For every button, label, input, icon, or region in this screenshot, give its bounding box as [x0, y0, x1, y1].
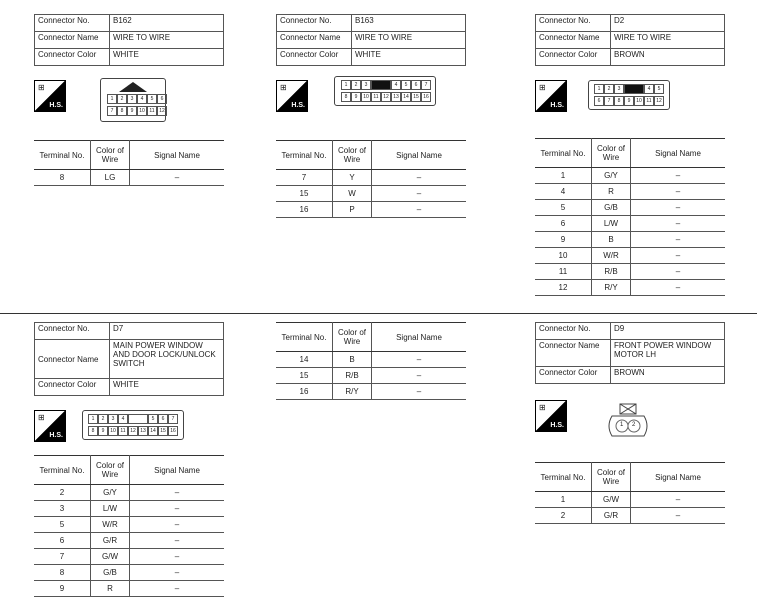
- connector-name: MAIN POWER WINDOW AND DOOR LOCK/UNLOCK SWITCH: [110, 340, 224, 379]
- connector-name: WIRE TO WIRE: [110, 32, 224, 49]
- b162-terminal-table: [34, 140, 224, 186]
- b163-terminal-table: Terminal No. Color of Wire Signal Name 7 Y – 15 W – 16 P –: [276, 140, 466, 218]
- table-row: 5 G/B –: [535, 200, 725, 216]
- pin: 1: [107, 94, 117, 104]
- connector-no: D9: [611, 323, 725, 340]
- label: Connector Color: [277, 49, 352, 66]
- pin-row-top: [107, 94, 167, 104]
- pin-label: 1: [620, 422, 624, 428]
- connector-name: FRONT POWER WINDOW MOTOR LH: [611, 340, 725, 367]
- pin-row-bottom: 8 9 10 11 12 13 14 15 16: [341, 92, 431, 102]
- key-slot: [128, 414, 148, 424]
- d2-info-table: Connector No. D2 Connector Name WIRE TO WIRE Connector Color BROWN: [535, 14, 725, 66]
- label: Connector Color: [35, 49, 110, 66]
- pin-row-top: 1 2 3 4 5 6 7: [341, 80, 431, 90]
- connector-color: WHITE: [352, 49, 466, 66]
- table-row: 2 G/Y –: [34, 485, 224, 501]
- connector-d2-diagram: 1 2 3 4 5 6 7 8 9 10 11 12: [588, 80, 670, 110]
- d7-info-table: Connector No. D7 Connector Name MAIN POWER WINDOW AND DOOR LOCK/UNLOCK SWITCH Connector Color WHITE: [34, 322, 224, 396]
- table-row: 8 LG –: [34, 170, 224, 186]
- pin-label: 2: [632, 422, 636, 428]
- table-row: 16 R/Y –: [276, 384, 466, 400]
- table-row: 7 Y –: [276, 170, 466, 186]
- table-row: 4 R –: [535, 184, 725, 200]
- harness-side-icon: ⊞ H.S.: [535, 400, 567, 432]
- d9-info-table: Connector No. D9 Connector Name FRONT POWER WINDOW MOTOR LH Connector Color BROWN: [535, 322, 725, 384]
- pin: 5: [147, 94, 157, 104]
- d7-terminal-table-continued: Terminal No. Color of Wire Signal Name 14 B – 15 R/B – 16 R/Y –: [276, 322, 466, 400]
- col-header: Signal Name: [130, 141, 225, 170]
- pin: 3: [127, 94, 137, 104]
- harness-side-icon: ⊞ H.S.: [276, 80, 308, 112]
- connector-no: B162: [110, 15, 224, 32]
- pin: 9: [127, 106, 137, 116]
- connector-color: WHITE: [110, 379, 224, 396]
- table-row: 2 G/R –: [535, 508, 725, 524]
- pin: 8: [117, 106, 127, 116]
- table-row: 10 W/R –: [535, 248, 725, 264]
- connector-b162-diagram: [100, 78, 166, 122]
- label: Connector No.: [35, 15, 110, 32]
- connector-color: BROWN: [611, 367, 725, 384]
- connector-name: WIRE TO WIRE: [352, 32, 466, 49]
- connector-no: B163: [352, 15, 466, 32]
- pin: 11: [147, 106, 157, 116]
- connector-latch-icon: [101, 79, 165, 93]
- label: Connector No.: [277, 15, 352, 32]
- col-header: Terminal No.: [34, 141, 91, 170]
- pin: 6: [157, 94, 167, 104]
- key-block: [624, 84, 644, 94]
- table-row: 11 R/B –: [535, 264, 725, 280]
- connector-color: BROWN: [611, 49, 725, 66]
- connector-b163-diagram: [334, 76, 436, 106]
- harness-side-icon: ⊞ H.S.: [34, 410, 66, 442]
- table-row: 8 G/B –: [34, 565, 224, 581]
- pin: 2: [117, 94, 127, 104]
- b163-info-table: [276, 14, 466, 66]
- table-row: 12 R/Y –: [535, 280, 725, 296]
- pin-row-bottom: [107, 106, 167, 116]
- connector-shell-icon: [604, 402, 652, 438]
- pin: 12: [157, 106, 167, 116]
- key-block: [371, 80, 391, 90]
- table-row: 9 R –: [34, 581, 224, 597]
- col-header: Color of Wire: [91, 141, 130, 170]
- d2-terminal-table: Terminal No. Color of Wire Signal Name 1 G/Y – 4 R – 5 G/B – 6 L/W – 9 B – 10 W/R – 11 R/B – 12 R/Y –: [535, 138, 725, 296]
- table-row: 6 L/W –: [535, 216, 725, 232]
- harness-side-icon: ⊞ H.S.: [535, 80, 567, 112]
- table-row: 7 G/W –: [34, 549, 224, 565]
- pin: 4: [137, 94, 147, 104]
- table-row: 1 G/Y –: [535, 168, 725, 184]
- pin: 10: [137, 106, 147, 116]
- section-divider: [0, 313, 757, 314]
- harness-side-icon: ⊞ H.S.: [34, 80, 66, 112]
- table-row: 1 G/W –: [535, 492, 725, 508]
- label: Connector Name: [35, 32, 110, 49]
- b162-info-table: [34, 14, 224, 66]
- connector-name: WIRE TO WIRE: [611, 32, 725, 49]
- connector-d7-diagram: 1 2 3 4 5 6 7 8 9 10 11 12 13 14 15 16: [82, 410, 184, 440]
- d7-terminal-table: Terminal No. Color of Wire Signal Name 2 G/Y – 3 L/W – 5 W/R – 6 G/R – 7 G/W – 8 G/B – 9 R –: [34, 455, 224, 597]
- table-row: 5 W/R –: [34, 517, 224, 533]
- table-row: 3 L/W –: [34, 501, 224, 517]
- table-row: 15 W –: [276, 186, 466, 202]
- table-row: 6 G/R –: [34, 533, 224, 549]
- connector-d9-diagram: [604, 402, 652, 438]
- pin: 7: [107, 106, 117, 116]
- label: Connector Name: [277, 32, 352, 49]
- table-row: 16 P –: [276, 202, 466, 218]
- table-row: 9 B –: [535, 232, 725, 248]
- table-row: 15 R/B –: [276, 368, 466, 384]
- d9-terminal-table: Terminal No. Color of Wire Signal Name 1 G/W – 2 G/R –: [535, 462, 725, 524]
- connector-no: D7: [110, 323, 224, 340]
- connector-color: WHITE: [110, 49, 224, 66]
- connector-no: D2: [611, 15, 725, 32]
- table-row: 14 B –: [276, 352, 466, 368]
